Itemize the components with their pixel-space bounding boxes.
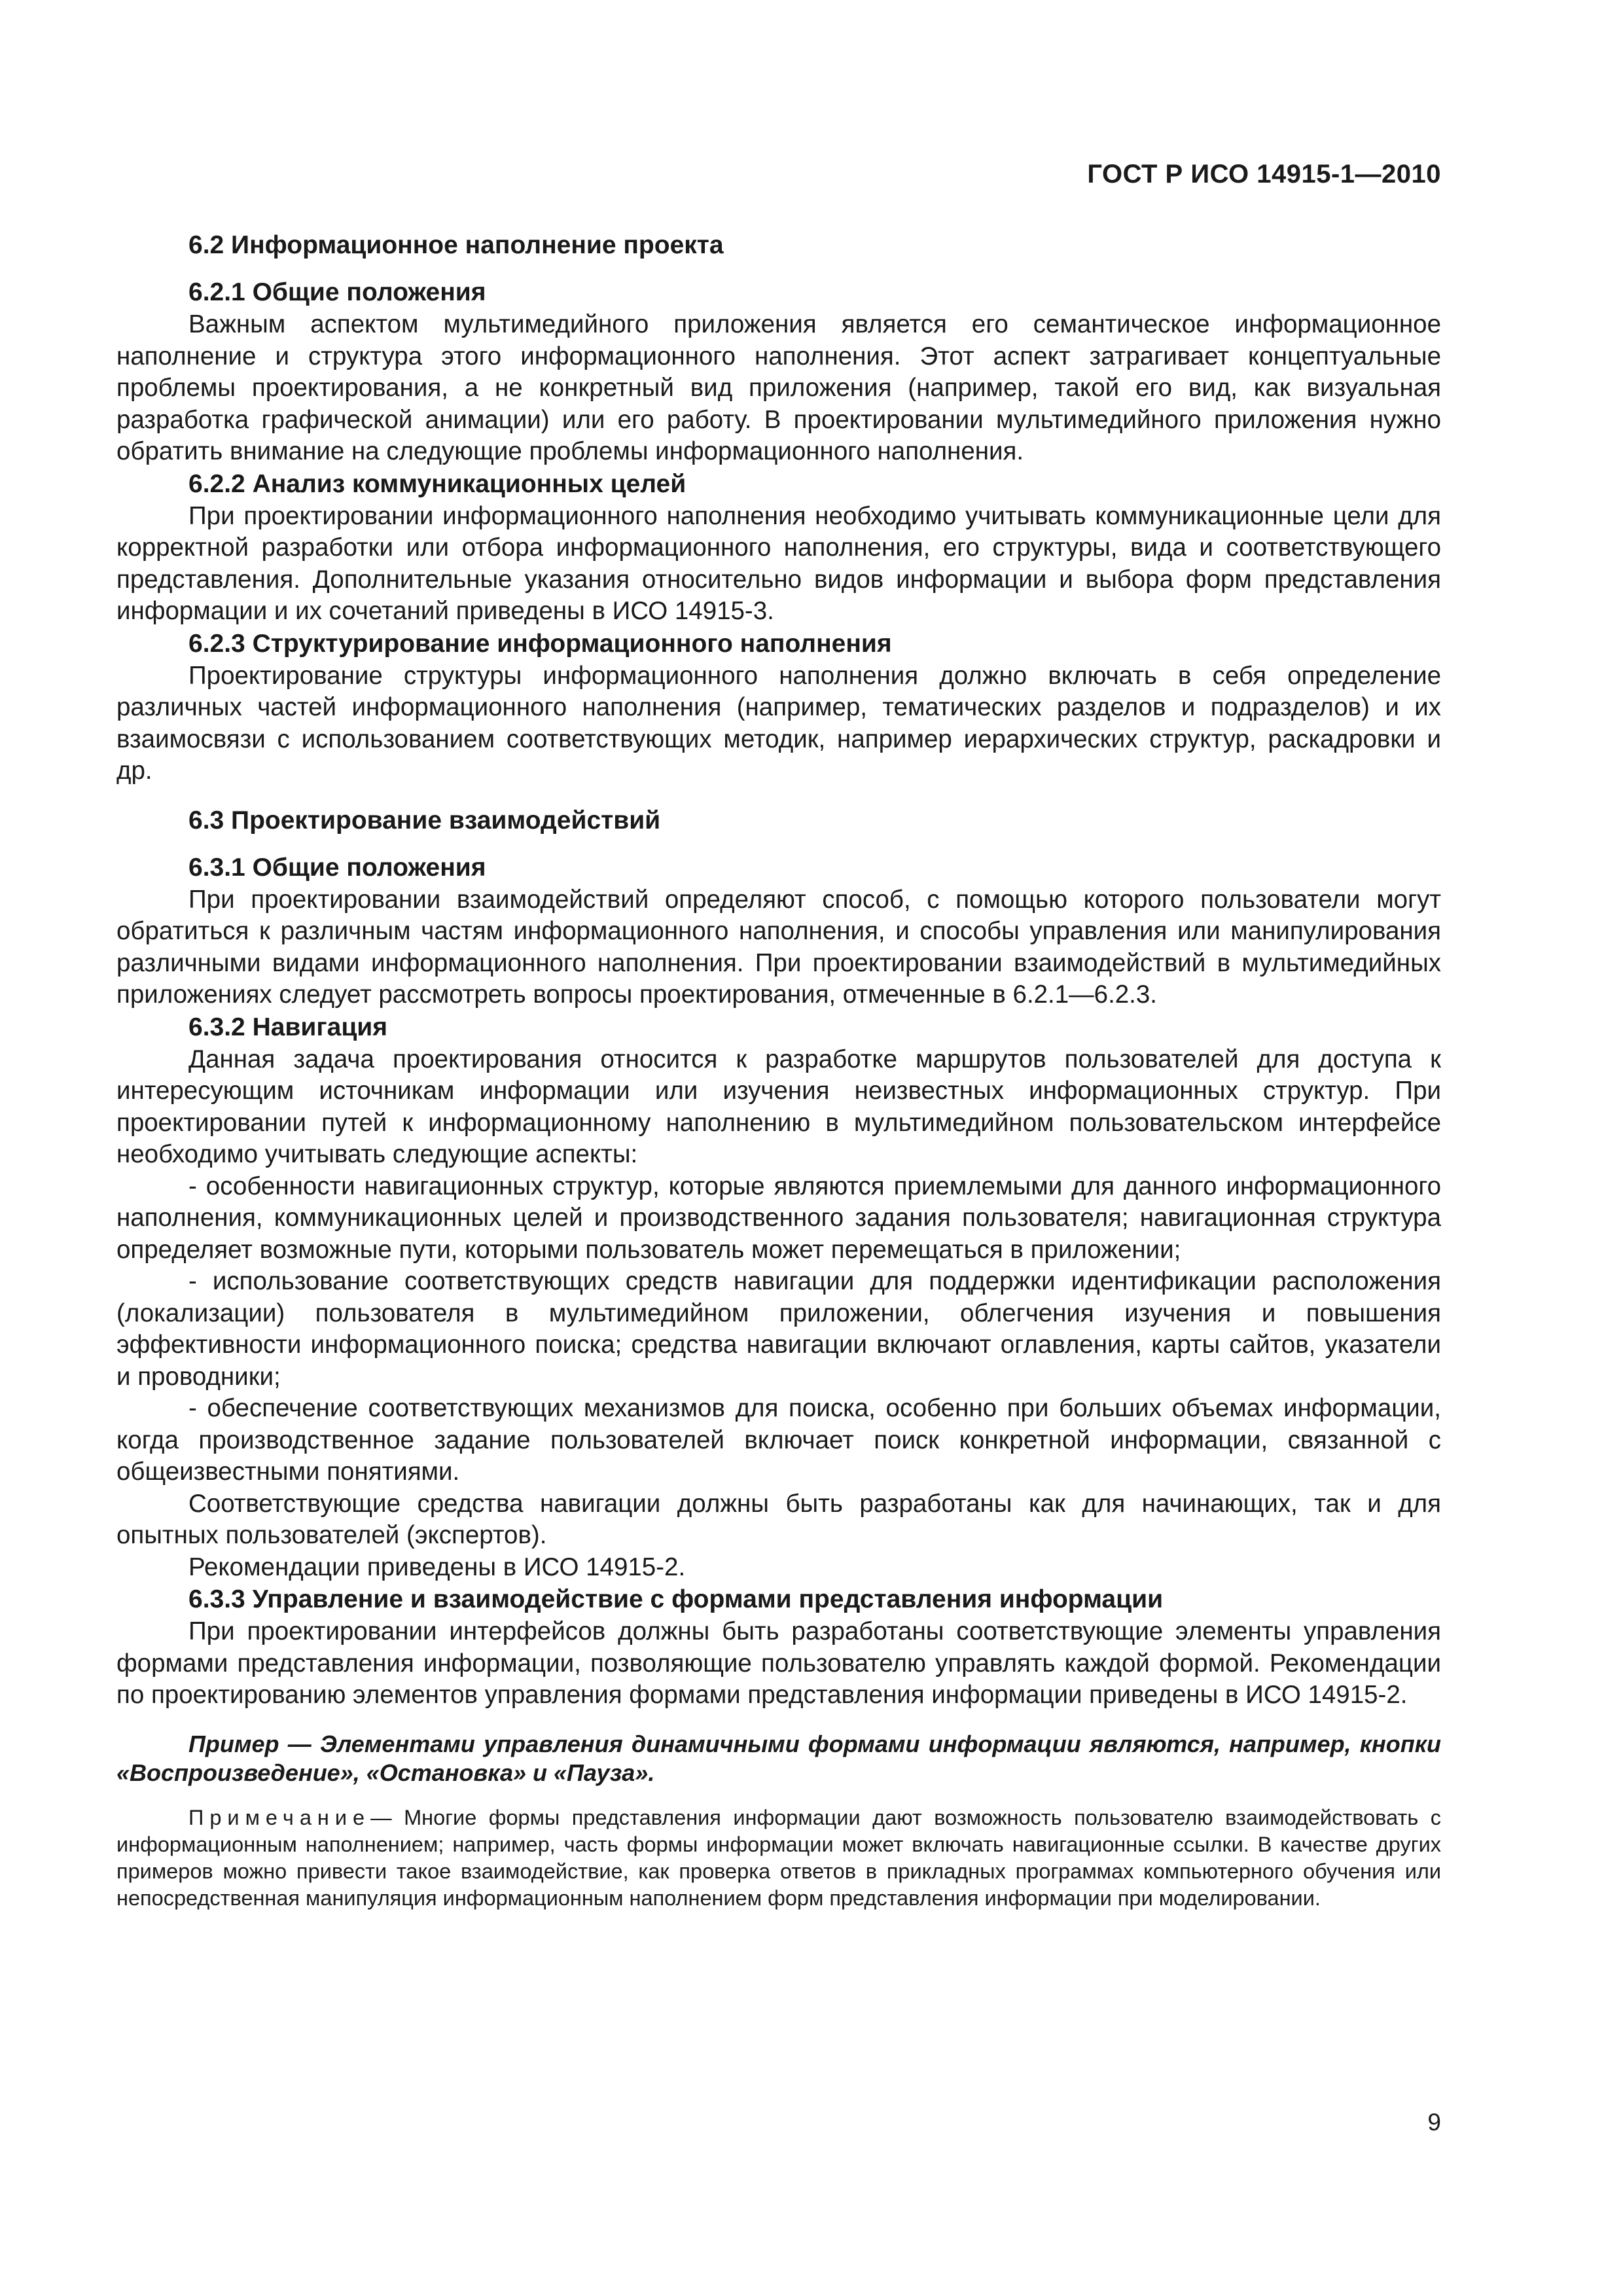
document-page (116, 0, 1441, 2296)
note-paragraph (116, 1804, 1441, 1912)
page-number: 9 (1427, 2109, 1441, 2136)
document-body (116, 229, 1441, 1912)
navigation-aspect-item: - особенности навигационных структур, которые являются приемлемыми для данного информационного наполнения, коммуникационных целей и производственного задания пользователя; навигационная структура определяет возможные пути, которыми пользователь может перемещаться в приложении; (116, 1172, 1441, 1264)
section-6-3-3-heading: 6.3.3 Управление и взаимодействие с формами представления информации (188, 1585, 1164, 1613)
section-6-3-2-paragraph-2: Соответствующие средства навигации должны быть разработаны как для начинающих, так и для опытных пользователей (экспертов). (116, 1489, 1441, 1549)
section-6-3-2-paragraph: Данная задача проектирования относится к разработке маршрутов пользователей для доступа к интересующим источникам информации или изучения неизвестных информационных структур. При проектировании путей к информационному наполнению в мультимедийном пользовательском интерфейсе необходимо учитывать следующие аспекты: (116, 1045, 1441, 1168)
note-label: Примечание (188, 1805, 371, 1829)
section-6-3-1-heading: 6.3.1 Общие положения (188, 853, 486, 882)
example-paragraph: Пример — Элементами управления динамичными формами информации являются, например, кнопки «Воспроизведение», «Остановка» и «Пауза». (116, 1730, 1441, 1786)
section-6-2-1-heading: 6.2.1 Общие положения (188, 278, 486, 306)
section-6-3-1-paragraph: При проектировании взаимодействий определяют способ, с помощью которого пользователи могут обратиться к различным частям информационного наполнения, и способы управления или манипулирования различными видами информационного наполнения. При проектировании взаимодействий в мультимедийных приложениях следует рассмотреть вопросы проектирования, отмеченные в 6.2.1—6.2.3. (116, 885, 1441, 1009)
section-6-2-1-paragraph: Важным аспектом мультимедийного приложения является его семантическое информационное наполнение и структура этого информационного наполнения. Этот аспект затрагивает концептуальные проблемы проектирования, а не конкретный вид приложения (например, такой его вид, как визуальная разработка графической анимации) или его работу. В проектировании мультимедийного приложения нужно обратить внимание на следующие проблемы информационного наполнения. (116, 310, 1441, 465)
section-6-2-3-paragraph: Проектирование структуры информационного наполнения должно включать в себя определение различных частей информационного наполнения (например, тематических разделов и подразделов) и их взаимосвязи с использованием соответствующих методик, например иерархических структур, раскадровки и др. (116, 661, 1441, 785)
section-6-3-2-heading: 6.3.2 Навигация (188, 1013, 388, 1041)
section-6-2-2-heading: 6.2.2 Анализ коммуникационных целей (188, 469, 687, 498)
section-6-3-3-paragraph: При проектировании интерфейсов должны быть разработаны соответствующие элементы управления формами представления информации, позволяющие пользователю управлять каждой формой. Рекомендации по проектированию элементов управления формами представления информации приведены в ИСО 14915-2. (116, 1617, 1441, 1709)
note-text: — Многие формы представления информации дают возможность пользователю взаимодействовать с информационным наполнением; например, часть формы информации может включать навигационные ссылки. В качестве других примеров можно привести такое взаимодействие, как проверка ответов в прикладных программах компьютерного обучения или непосредственная манипуляция информационным наполнением форм представления информации при моделировании. (116, 1805, 1441, 1910)
section-6-3-2-paragraph-3: Рекомендации приведены в ИСО 14915-2. (188, 1552, 686, 1581)
section-6-3-heading: 6.3 Проектирование взаимодействий (188, 806, 661, 834)
navigation-aspect-item: - обеспечение соответствующих механизмов для поиска, особенно при больших объемах информации, когда производственное задание пользователей включает поиск конкретной информации, связанной с общеизвестными понятиями. (116, 1394, 1441, 1486)
section-6-2-2-paragraph: При проектировании информационного наполнения необходимо учитывать коммуникационные цели для корректной разработки или отбора информационного наполнения, его структуры, вида и соответствующего представления. Дополнительные указания относительно видов информации и выбора форм представления информации и их сочетаний приведены в ИСО 14915-3. (116, 501, 1441, 625)
navigation-aspect-item: - использование соответствующих средств навигации для поддержки идентификации расположения (локализации) пользователя в мультимедийном приложении, облегчения изучения и повышения эффективности информационного поиска; средства навигации включают оглавления, карты сайтов, указатели и проводники; (116, 1267, 1441, 1391)
section-6-2-3-heading: 6.2.3 Структурирование информационного наполнения (188, 629, 892, 658)
section-6-2-heading: 6.2 Информационное наполнение проекта (188, 231, 724, 259)
standard-code-header: ГОСТ Р ИСО 14915-1—2010 (1087, 160, 1441, 188)
